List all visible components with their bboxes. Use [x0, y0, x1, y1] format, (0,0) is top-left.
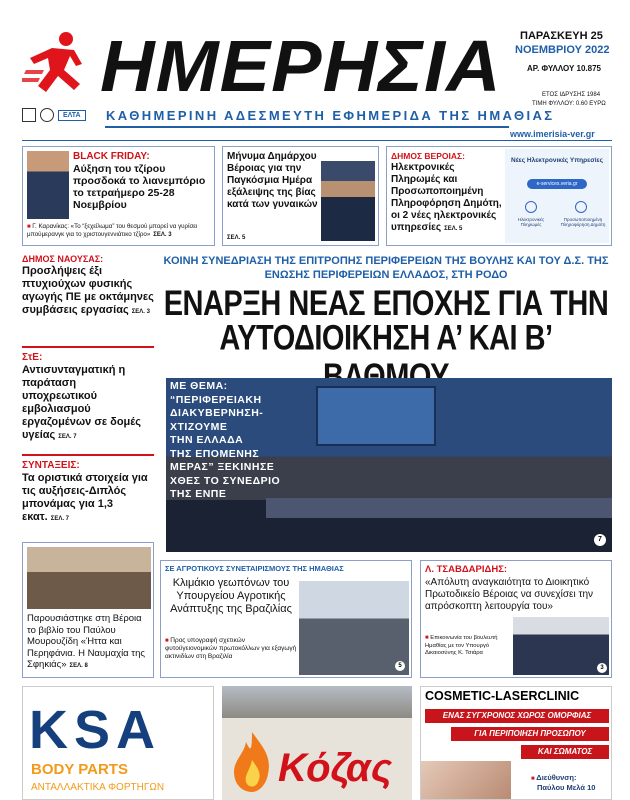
friday-note	[27, 223, 215, 239]
cosmetic-line1: ΕΝΑΣ ΣΥΓΧΡΟΝΟΣ ΧΩΡΟΣ ΟΜΟΡΦΙΑΣ	[425, 709, 609, 723]
left-column	[22, 254, 154, 540]
ste-headline	[22, 364, 154, 444]
agro-headline: Κλιμάκιο γεωπόνων του Υπουργείου Αγροτικής Ανάπτυξης της Βραζιλίας	[170, 577, 292, 615]
pensions-kicker: ΣΥΝΤΑΞΕΙΣ:	[22, 460, 80, 471]
veria-story[interactable]	[386, 146, 612, 246]
veria-page: ΣΕΛ. 5	[444, 226, 463, 232]
elta-badge: ΕΛΤΑ	[58, 110, 86, 121]
overlay-line: ΜΕΡΑΣ” ΞΕΚΙΝΗΣΕ	[170, 461, 275, 473]
masthead-subtitle: ΚΑΘΗΜΕΡΙΝΗ ΑΔΕΣΜΕΥΤΗ ΕΦΗΜΕΡΙΔΑ ΤΗΣ ΗΜΑΘΙΑΣ	[106, 108, 555, 123]
agro-page-badge: 5	[395, 661, 405, 671]
tsavd-kicker: Λ. ΤΣΑΒΔΑΡΙΔΗΣ:	[425, 564, 508, 575]
cosmetic-title: COSMETIC-LASERCLINIC	[425, 689, 580, 703]
flame-icon	[228, 730, 276, 794]
agro-note-text: ■ Προς υπογραφή σχετικών φυτοϋγειονομικών πρωτοκόλλων για εξαγωγή ακτινιδίων στη Βραζιλία	[165, 637, 296, 660]
cosmetic-addr-label-text: ■ Διεύθυνση:	[531, 773, 577, 782]
pensions-headline	[22, 472, 154, 526]
main-story[interactable]	[160, 254, 612, 552]
book-story[interactable]	[22, 542, 154, 678]
tsavd-note-text: ■ Επικοινωνία του βουλευτή Ημαθίας με τον Υπουργό Δικαιοσύνης Κ. Τσιάρα	[425, 635, 497, 656]
pensions-page: ΣΕΛ. 7	[50, 516, 69, 522]
overlay-line: ΧΘΕΣ ΤΟ ΣΥΝΕΔΡΙΟ	[170, 474, 281, 487]
payments-icon	[525, 201, 537, 213]
eservices-ad-button[interactable]: e-services.veria.gr	[527, 179, 587, 189]
eservices-ad-title: Νέες Ηλεκτρονικές Υπηρεσίες	[511, 157, 603, 164]
naousa-page: ΣΕΛ. 3	[131, 309, 150, 315]
masthead-price: ΤΙΜΗ ΦΥΛΛΟΥ: 0.60 ΕΥΡΩ	[532, 101, 606, 107]
ksa-ad[interactable]	[22, 686, 214, 800]
agro-story[interactable]	[160, 560, 412, 678]
overlay-line: ΧΤΙΖΟΥΜΕ	[170, 420, 228, 433]
book-text-body: Παρουσιάστηκε στη Βέροια το βιβλίο του Παύλου Μουρουζίδη «Ήττα και Περηφάνια. Η Ναυμαχία της Σφηκιάς»	[27, 613, 145, 670]
cosmetic-addr-label	[531, 773, 577, 782]
eservices-ad[interactable]	[505, 149, 609, 243]
masthead-issue: ΑΡ. ΦΥΛΛΟΥ 10.875	[527, 64, 601, 73]
ksa-line1: BODY PARTS	[31, 761, 128, 778]
overlay-line: ΜΕ ΘΕΜΑ:	[170, 380, 228, 392]
book-page: ΣΕΛ. 8	[69, 663, 88, 669]
ksa-line2: ΑΝΤΑΛΛΑΚΤΙΚΑ ΦΟΡΤΗΓΩΝ	[31, 782, 165, 793]
overlay-line: “ΠΕΡΙΦΕΡΕΙΑΚΗ	[170, 393, 262, 406]
black-friday-story[interactable]	[22, 146, 215, 246]
mayor-headline: Μήνυμα Δημάρχου Βέροιας για την Παγκόσμια Ημέρα εξάλειψης της βίας κατά των γυναικών	[227, 151, 318, 210]
logo-text: ΗΜΕΡΗΣΙΑ	[100, 27, 502, 107]
masthead-rule	[105, 126, 509, 128]
pensions-headline-text: Τα οριστικά στοιχεία για τις αυξήσεις-Διπλός μπονάμας για 1,3 εκατ.	[22, 472, 148, 523]
main-overlay-text	[170, 380, 330, 502]
friday-headline: Αύξηση του τζίρου προσδοκά το λιανεμπόριο το τετραήμερο 25-28 Νοεμβρίου	[73, 163, 206, 211]
pensions-story[interactable]	[22, 460, 154, 526]
mayor-page: ΣΕΛ. 5	[227, 235, 246, 241]
friday-kicker: BLACK FRIDAY:	[73, 151, 150, 162]
book-photo	[27, 547, 151, 609]
main-headline-2: ΑΥΤΟΔΙΟΙΚΗΣΗ Α’ ΚΑΙ Β’	[219, 319, 553, 358]
naousa-kicker: ΔΗΜΟΣ ΝΑΟΥΣΑΣ:	[22, 254, 104, 264]
main-kicker: ΚΟΙΝΗ ΣΥΝΕΔΡΙΑΣΗ ΤΗΣ ΕΠΙΤΡΟΠΗΣ ΠΕΡΙΦΕΡΕΙΩΝ ΤΗΣ ΒΟΥΛΗΣ ΚΑΙ ΤΟΥ Δ.Σ. ΤΗΣ ΕΝΩΣΗΣ ΠΕΡΙΦΕΡΕΙΩΝ ΕΛΛΑΔΟΣ, ΣΤΗ ΡΟΔΟ	[163, 255, 609, 281]
agro-note	[165, 637, 297, 661]
masthead	[0, 0, 630, 140]
cosmetic-photo	[421, 761, 511, 800]
info-icon	[575, 201, 587, 213]
kozas-ad[interactable]	[222, 686, 412, 800]
building-photo	[222, 686, 412, 718]
website-rule	[22, 140, 612, 141]
main-page-badge: 7	[594, 534, 606, 546]
left-divider	[22, 454, 154, 456]
screen-display	[316, 386, 436, 446]
tsavd-note	[425, 635, 509, 658]
ste-kicker: ΣτΕ:	[22, 352, 43, 363]
veria-headline-text: Ηλεκτρονικές Πληρωμές και Προσωποποιημένη Πληροφόρηση Δημότη, οι 2 νέες ηλεκτρονικές υπηρεσίες	[391, 162, 502, 233]
runner-logo-icon	[22, 30, 92, 100]
book-text	[27, 613, 153, 673]
friday-note-text: ■ Γ. Καρανίκας: «Το “ξεχείλωμα” του θεσμού μπορεί να γυρίσει μπούμερανγκ για το χριστουγεννιάτικο τζίρο»	[27, 223, 197, 238]
ste-page: ΣΕΛ. 7	[58, 434, 77, 440]
tsavdaridis-story[interactable]	[420, 560, 612, 678]
badge-icon	[40, 108, 54, 122]
overlay-line: ΤΗΝ ΕΛΛΑΔΑ	[170, 434, 244, 446]
kozas-logo: Κόζας	[278, 746, 393, 790]
ksa-logo: KSA	[29, 700, 162, 760]
agro-kicker: ΣΕ ΑΓΡΟΤΙΚΟΥΣ ΣΥΝΕΤΑΙΡΙΣΜΟΥΣ ΤΗΣ ΗΜΑΘΙΑΣ	[165, 564, 344, 573]
ste-story[interactable]	[22, 352, 154, 444]
main-headline-1: ΕΝΑΡΞΗ ΝΕΑΣ ΕΠΟΧΗΣ ΓΙΑ ΤΗΝ	[163, 284, 609, 324]
masthead-month: ΝΟΕΜΒΡΙΟΥ 2022	[515, 44, 610, 56]
cosmetic-line2: ΓΙΑ ΠΕΡΙΠΟΙΗΣΗ ΠΡΟΣΩΠΟΥ	[451, 727, 609, 741]
masthead-day: ΠΑΡΑΣΚΕΥΗ 25	[520, 30, 603, 42]
friday-page: ΣΕΛ. 3	[153, 232, 172, 238]
mayor-story[interactable]	[222, 146, 379, 246]
veria-kicker: ΔΗΜΟΣ ΒΕΡΟΙΑΣ:	[391, 151, 465, 161]
cosmetic-addr: Παύλου Μελά 10	[537, 783, 596, 792]
cosmetic-line3: ΚΑΙ ΣΩΜΑΤΟΣ	[521, 745, 609, 759]
cosmetic-ad[interactable]	[420, 686, 612, 800]
mayor-photo	[321, 161, 375, 241]
naousa-story[interactable]	[22, 254, 154, 319]
naousa-headline	[22, 265, 154, 319]
tsavd-page-badge: 3	[597, 663, 607, 673]
overlay-line: ΤΗΣ ΕΝΠΕ	[170, 488, 227, 500]
karanikas-photo	[27, 151, 69, 219]
overlay-line: ΔΙΑΚΥΒΕΡΝΗΣΗ-	[170, 407, 264, 419]
left-divider	[22, 346, 154, 348]
veria-headline	[391, 162, 503, 235]
eservices-item-2: Προσωποποιημένη Πληροφόρηση Δημότη	[560, 217, 606, 227]
agro-photo	[299, 581, 409, 675]
tsavd-photo	[513, 617, 609, 675]
eservices-item-1: Ηλεκτρονικές Πληρωμές	[517, 217, 545, 227]
tsavd-headline: «Απόλυτη αναγκαιότητα το Διοικητικό Πρωτοδικείο Βέροιας να συνεχίσει την απρόσκοπτη λειτουργία του»	[425, 577, 594, 612]
naousa-headline-text: Προσλήψεις έξι πτυχιούχων φυσικής αγωγής ΠΕ με οκτάμηνες συμβάσεις εργασίας	[22, 265, 154, 316]
badge-icon	[22, 108, 36, 122]
masthead-founded: ΕΤΟΣ ΙΔΡΥΣΗΣ 1984	[542, 92, 601, 98]
overlay-line: ΤΗΣ ΕΠΟΜΕΝΗΣ	[170, 447, 260, 460]
website-link[interactable]: www.imerisia-ver.gr	[510, 129, 595, 139]
ste-headline-text: Αντισυνταγματική η παράταση υποχρεωτικού εμβολιασμού εργαζομένων σε δομές υγείας	[22, 364, 141, 441]
